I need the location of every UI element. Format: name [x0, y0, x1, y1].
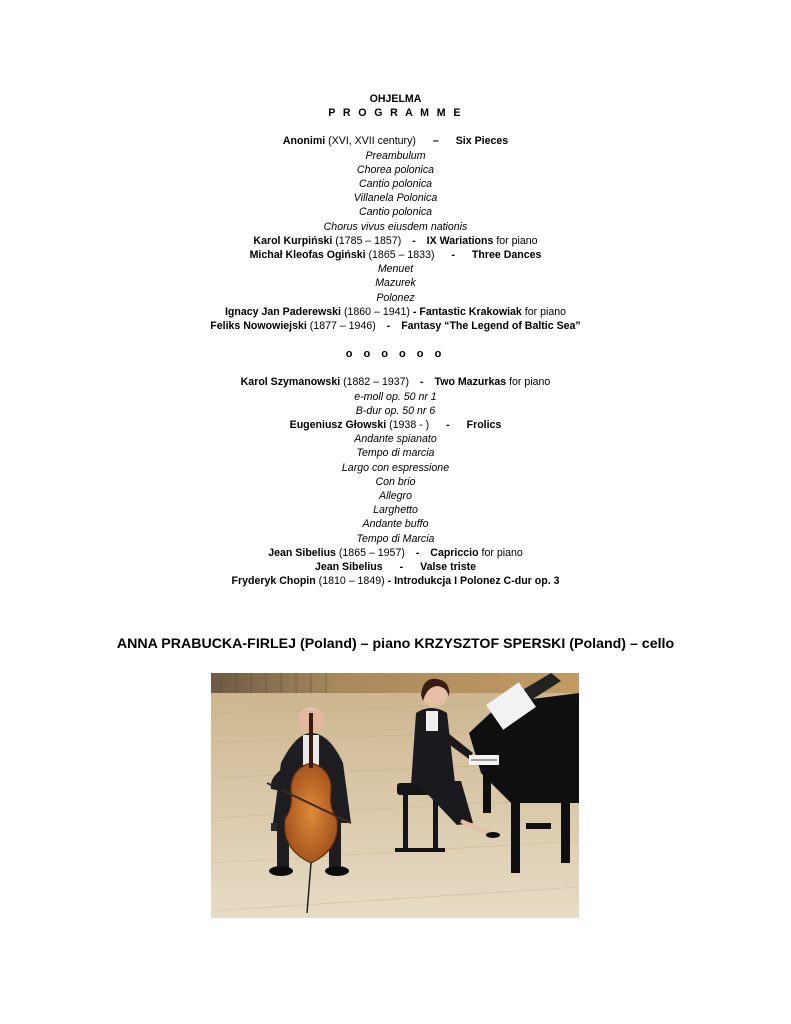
movement: Allegro: [379, 490, 412, 503]
separator: -: [420, 376, 424, 389]
program-line-oginski: [0, 248, 791, 262]
separator: -: [387, 575, 392, 588]
dates: (1865 – 1957): [338, 546, 405, 559]
movement: Larghetto: [373, 504, 418, 517]
movement: Villanela Polonica: [353, 192, 438, 205]
composer: Eugeniusz Głowski: [289, 419, 387, 432]
movement: Cantio polonica: [358, 178, 433, 191]
work-title: IX Wariations: [426, 234, 494, 247]
movement: e-moll op. 50 nr 1: [354, 390, 437, 403]
program-line-szymanowski: [0, 375, 791, 389]
composer: Karol Kurpiński: [253, 234, 333, 247]
program-line-sibelius-valse: [0, 560, 791, 574]
instrument-note: for piano: [496, 234, 538, 247]
work-title: Three Dances: [471, 249, 542, 262]
concert-photo: [211, 673, 579, 918]
composer: Jean Sibelius: [268, 546, 336, 559]
composer: Feliks Nowowiejski: [210, 320, 307, 333]
separator: -: [446, 419, 450, 432]
program-line-kurpinski: [0, 234, 791, 248]
instrument-note: for piano: [524, 305, 566, 318]
work-title: Valse triste: [420, 561, 477, 574]
separator: -: [415, 546, 420, 559]
composer: Michał Kleofas Ogiński: [249, 249, 366, 262]
composer: Fryderyk Chopin: [231, 575, 316, 588]
work-title: Six Pieces: [455, 135, 509, 148]
program-line-sibelius-capriccio: [0, 546, 791, 560]
programme-title: OHJELMA: [369, 93, 422, 105]
separator: -: [399, 561, 404, 574]
composer: Anonimi: [282, 135, 326, 148]
movement: Mazurek: [375, 277, 416, 290]
separator: -: [386, 320, 391, 333]
movement: Chorus vivus eiusdem nationis: [323, 220, 468, 233]
movement: Largo con espressione: [341, 461, 450, 474]
work-title: Capriccio: [430, 546, 479, 559]
separator: –: [432, 135, 439, 148]
work-title: Fantastic Krakowiak: [419, 305, 522, 318]
movement: Preambulum: [365, 149, 426, 162]
movement: Andante spianato: [354, 433, 437, 446]
dates: (1860 – 1941): [343, 305, 410, 318]
movement: Tempo di Marcia: [356, 532, 435, 545]
movement: Menuet: [377, 263, 414, 276]
dates: (1877 – 1946): [309, 320, 376, 333]
programme: [0, 92, 791, 589]
performers-heading: ANNA PRABUCKA-FIRLEJ (Poland) – piano KRZYSZTOF SPERSKI (Poland) – cello: [116, 636, 675, 652]
movement: Con brio: [375, 475, 416, 488]
program-line-anonimi: [0, 134, 791, 148]
program-line-nowowiejski: [0, 319, 791, 333]
separator: -: [412, 234, 416, 247]
work-title: Two Mazurkas: [434, 376, 507, 389]
dates: (1882 – 1937): [343, 376, 410, 389]
work-title: Fantasy “The Legend of Baltic Sea”: [401, 320, 581, 333]
instrument-note: for piano: [481, 546, 523, 559]
program-line-chopin: [0, 574, 791, 588]
composer: Ignacy Jan Paderewski: [224, 305, 341, 318]
instrument-note: for piano: [509, 376, 551, 389]
movement: B-dur op. 50 nr 6: [355, 404, 436, 417]
separator: -: [412, 305, 417, 318]
dates: (1865 – 1833): [368, 249, 435, 262]
dates: (1785 – 1857): [335, 234, 402, 247]
dates: (1938 - ): [389, 419, 430, 432]
program-line-glowski: [0, 418, 791, 432]
movement: Andante buffo: [362, 518, 429, 531]
separator: -: [451, 249, 455, 262]
work-title: Introdukcja I Polonez C-dur op. 3: [394, 575, 560, 588]
movement: Polonez: [376, 291, 415, 304]
movement: Chorea polonica: [356, 163, 435, 176]
section-divider: o o o o o o: [345, 348, 446, 361]
composer: Jean Sibelius: [314, 561, 383, 574]
movement: Tempo di marcia: [356, 447, 435, 460]
work-title: Frolics: [466, 419, 502, 432]
program-line-paderewski: [0, 305, 791, 319]
dates: (1810 – 1849): [318, 575, 385, 588]
programme-subtitle: P R O G R A M M E: [328, 107, 463, 120]
dates: (XVI, XVII century): [328, 135, 416, 148]
composer: Karol Szymanowski: [240, 376, 341, 389]
movement: Cantio polonica: [358, 206, 433, 219]
